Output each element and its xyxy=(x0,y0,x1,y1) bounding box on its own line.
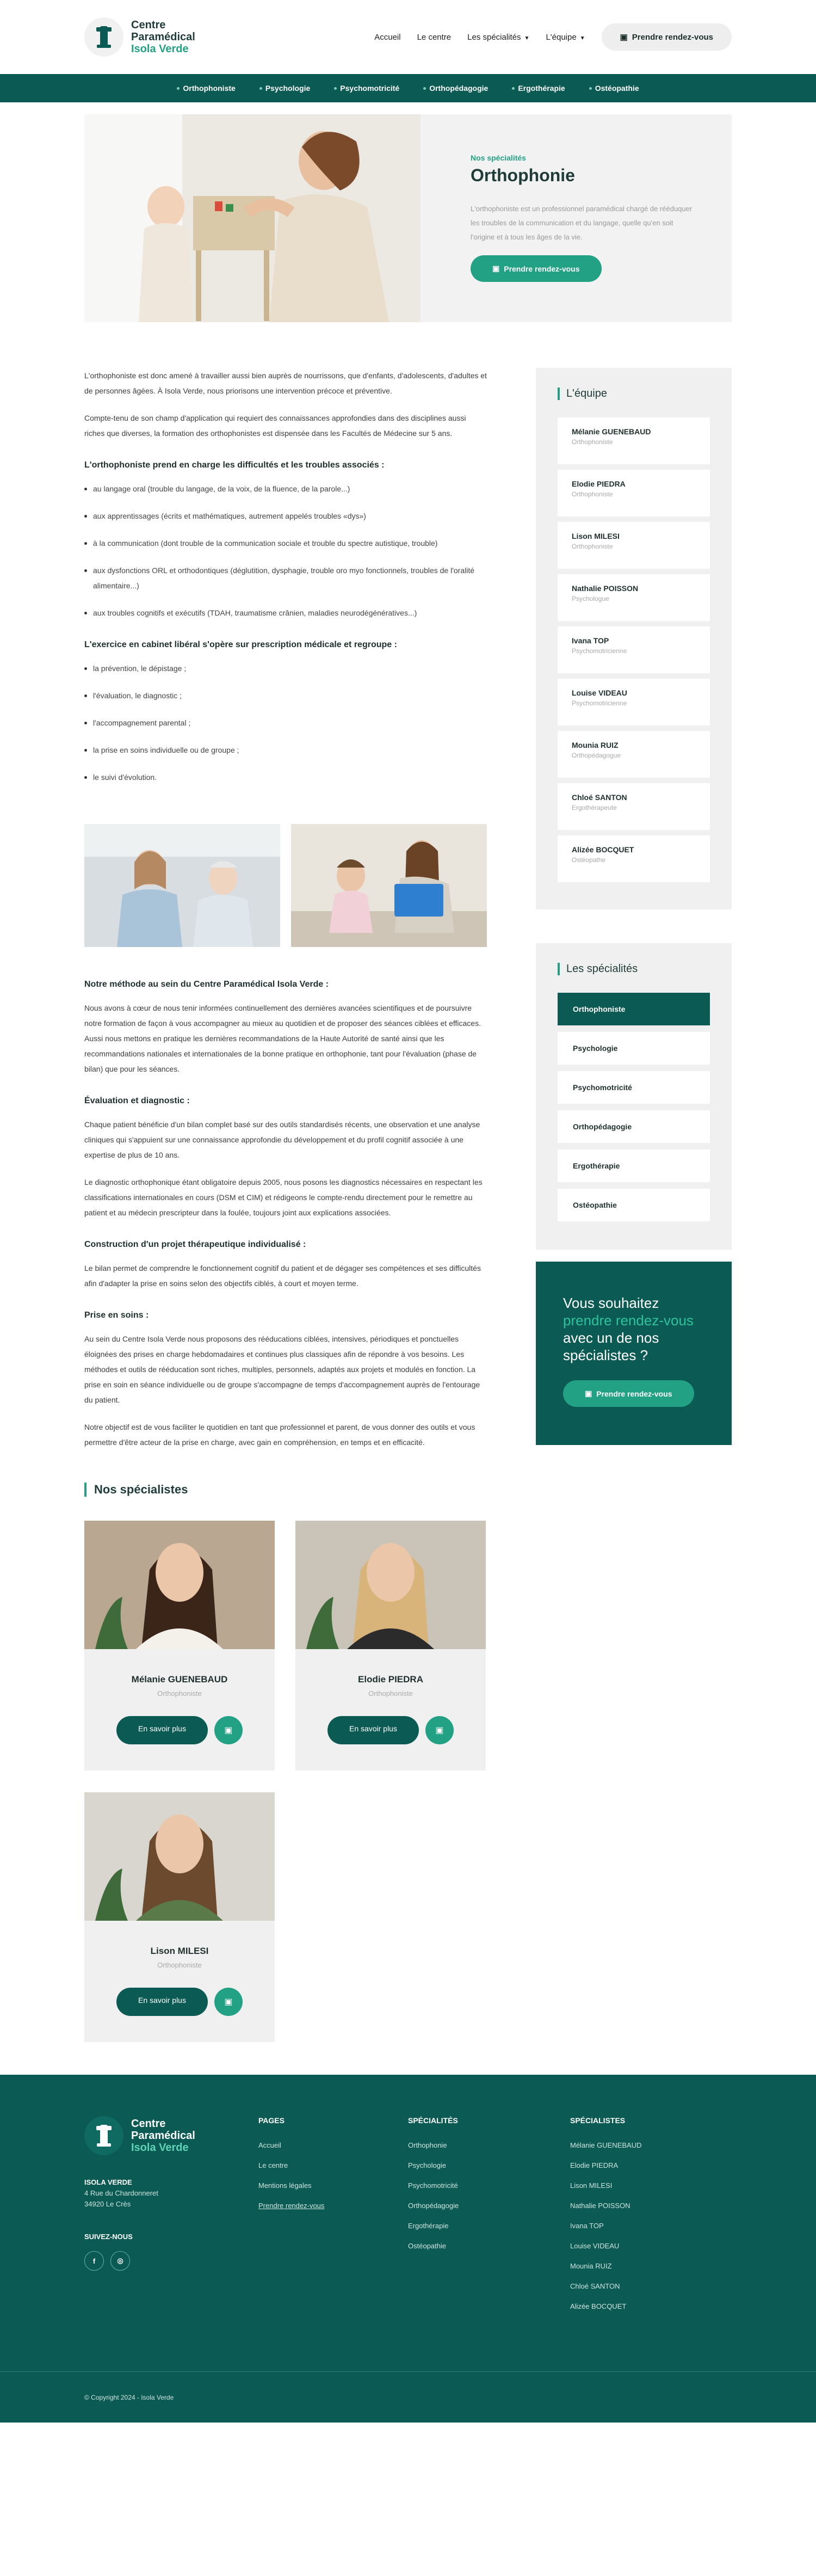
cta-line: spécialistes ? xyxy=(563,1347,648,1363)
section-heading: Prise en soins : xyxy=(84,1311,149,1320)
learn-more-button[interactable]: En savoir plus xyxy=(116,1716,208,1744)
logo-icon xyxy=(84,17,123,57)
footer-team-column xyxy=(570,2116,642,2322)
specialists-title: Nos spécialistes xyxy=(84,1483,487,1497)
nav-specialites[interactable] xyxy=(467,33,529,42)
hero-image xyxy=(84,114,421,322)
footer-column-title: PAGES xyxy=(258,2116,285,2125)
logo-line-1: Centre xyxy=(131,19,166,31)
paragraph: Chaque patient bénéficie d'un bilan complet basé sur des outils standardisés récents, une observation et une analyse cliniques qui s'appuient sur une connaissance approfondie du développement et du profil cognitif associée à une expertise de plus de 10 ans. xyxy=(84,1120,480,1159)
team-member-card[interactable] xyxy=(558,783,710,830)
hero-description: L'orthophoniste est un professionnel paramédical chargé de rééduquer les troubles de la communication et du langage, quelle qu'en soit l'origine et à tous les âges de la vie. xyxy=(471,205,693,241)
specialist-name: Lison MILESI xyxy=(150,1946,209,1956)
specialist-info xyxy=(295,1649,486,1770)
footer-logo-text xyxy=(131,2118,195,2154)
hero-illustration xyxy=(84,114,421,322)
logo-line-3: Isola Verde xyxy=(131,2142,189,2154)
calendar-icon: ▣ xyxy=(224,1726,233,1735)
footer-column-title: SPÉCIALITÉS xyxy=(408,2116,458,2125)
nav-equipe-label: L'équipe xyxy=(546,32,577,42)
specialist-actions xyxy=(295,1716,486,1744)
bullet-icon xyxy=(177,87,180,90)
footer-team-link[interactable]: Elodie PIEDRA xyxy=(570,2161,619,2169)
specialties-title: Les spécialités xyxy=(558,963,710,975)
appointment-cta-title xyxy=(563,1294,704,1364)
team-member-name: Elodie PIEDRA xyxy=(572,479,626,488)
footer-team-link[interactable]: Nathalie POISSON xyxy=(570,2202,630,2210)
list-item: la prise en soins individuelle ou de groupe ; xyxy=(84,742,487,758)
list-item: aux apprentissages (écrits et mathématiques, autrement appelés troubles «dys») xyxy=(84,508,487,524)
specialty-link[interactable]: Psychologie xyxy=(558,1032,710,1065)
learn-more-button[interactable]: En savoir plus xyxy=(327,1716,419,1744)
footer-page-link[interactable]: Prendre rendez-vous xyxy=(258,2202,325,2210)
list-item: la prévention, le dépistage ; xyxy=(84,661,487,676)
footer-page-link[interactable]: Accueil xyxy=(258,2141,281,2149)
site-footer xyxy=(0,2075,816,2423)
list-item: aux troubles cognitifs et exécutifs (TDAH, traumatisme crânien, maladies neurodégénératives...) xyxy=(84,605,487,620)
logo-line-2: Paramédical xyxy=(131,2130,195,2142)
team-member-role: Psychologue xyxy=(572,595,609,602)
team-member-name: Alizée BOCQUET xyxy=(572,845,634,854)
subnav-item[interactable] xyxy=(334,84,399,93)
team-member-name: Mounia RUIZ xyxy=(572,741,619,749)
team-member-name: Ivana TOP xyxy=(572,636,609,645)
paragraph: Le bilan permet de comprendre le fonctionnement cognitif du patient et de dégager ses compétences et ses difficultés afin d'adapter la prise en soins selon des objectifs ciblés, à court et moyen terme. xyxy=(84,1264,481,1288)
specialist-card xyxy=(84,1521,275,1770)
team-member-role: Orthophoniste xyxy=(572,438,613,446)
learn-more-button[interactable]: En savoir plus xyxy=(116,1988,208,2016)
sidebar xyxy=(536,368,732,2042)
subnav-item[interactable] xyxy=(589,84,639,93)
hero-section xyxy=(84,114,732,322)
nav-centre[interactable]: Le centre xyxy=(417,32,452,42)
header-appointment-button[interactable] xyxy=(602,23,732,51)
footer-specialty-link[interactable]: Psychomotricité xyxy=(408,2181,458,2190)
team-member-role: Psychomotricienne xyxy=(572,699,627,707)
address-line: 34920 Le Crès xyxy=(84,2200,131,2208)
calendar-icon: ▣ xyxy=(224,1997,233,2007)
team-member-role: Orthopédagogue xyxy=(572,752,621,759)
hero-eyebrow: Nos spécialités xyxy=(471,153,526,162)
site-header xyxy=(0,0,816,74)
cta-line: Vous souhaitez xyxy=(563,1295,659,1311)
specialist-name: Mélanie GUENEBAUD xyxy=(131,1674,228,1684)
team-member-name: Chloé SANTON xyxy=(572,793,627,802)
team-member-card[interactable] xyxy=(558,626,710,673)
chevron-down-icon: ▼ xyxy=(524,35,530,41)
calendar-icon: ▣ xyxy=(620,33,628,42)
team-member-role: Orthophoniste xyxy=(572,490,613,498)
subnav-item[interactable] xyxy=(259,84,310,93)
footer-team-link[interactable]: Ivana TOP xyxy=(570,2222,604,2230)
sidebar-appointment-button[interactable] xyxy=(563,1380,694,1407)
page-title: Orthophonie xyxy=(471,165,575,185)
subnav-item-label: Psychomotricité xyxy=(340,84,400,93)
exercice-list xyxy=(84,661,487,785)
footer-team-link[interactable]: Alizée BOCQUET xyxy=(570,2302,627,2310)
logo-icon xyxy=(84,2116,123,2155)
team-member-card[interactable] xyxy=(558,679,710,726)
calendar-button[interactable] xyxy=(214,1988,243,2016)
specialty-link[interactable]: Psychomotricité xyxy=(558,1071,710,1104)
specialist-info xyxy=(84,1649,275,1770)
logo-line-1: Centre xyxy=(131,2118,166,2130)
list-item: au langage oral (trouble du langage, de la voix, de la fluence, de la parole...) xyxy=(84,481,487,496)
subnav-item-label: Orthopédagogie xyxy=(429,84,489,93)
specialist-photo xyxy=(84,1792,275,1921)
subnav-item-label: Ergothérapie xyxy=(518,84,565,93)
specialist-photo xyxy=(84,1521,275,1649)
subnav-item[interactable] xyxy=(177,84,235,93)
photo-child-reading xyxy=(291,824,487,947)
team-member-card[interactable] xyxy=(558,835,710,882)
calendar-button[interactable] xyxy=(425,1716,454,1744)
main-nav xyxy=(374,23,732,51)
bullet-icon xyxy=(334,87,337,90)
paragraph: Compte-tenu de son champ d'application qui requiert des connaissances approfondies dans des disciplines aussi riches que diverses, la formation des orthophonistes est dispensée dans les Facultés de Médecine sur 5 ans. xyxy=(84,414,466,438)
footer-page-link[interactable]: Mentions légales xyxy=(258,2181,312,2190)
cta-line-highlight: prendre rendez-vous xyxy=(563,1312,694,1329)
team-member-role: Ergothérapeute xyxy=(572,804,617,811)
specialist-actions xyxy=(84,1988,275,2016)
list-item: à la communication (dont trouble de la communication sociale et trouble du spectre autistique, trouble) xyxy=(84,536,487,551)
subnav-item[interactable] xyxy=(512,84,565,93)
team-member-role: Ostéopathe xyxy=(572,856,606,864)
list-item: aux dysfonctions ORL et orthodontiques (déglutition, dysphagie, trouble oro myo fonctionnels, troubles de l'oralité alimentaire...) xyxy=(84,563,487,593)
specialist-card xyxy=(295,1521,486,1770)
site-logo[interactable] xyxy=(84,17,195,57)
subnav-item-label: Orthophoniste xyxy=(183,84,236,93)
team-member-card[interactable] xyxy=(558,731,710,778)
team-member-name: Lison MILESI xyxy=(572,532,620,540)
specialties-box xyxy=(536,943,732,1250)
hero-appointment-button[interactable] xyxy=(471,255,602,282)
section-heading: Évaluation et diagnostic : xyxy=(84,1096,190,1105)
section-heading: Construction d'un projet thérapeutique individualisé : xyxy=(84,1240,306,1249)
footer-logo[interactable] xyxy=(84,2116,258,2155)
footer-team-link[interactable]: Mélanie GUENEBAUD xyxy=(570,2141,642,2149)
logo-line-2: Paramédical xyxy=(131,31,195,43)
main-content-area xyxy=(84,368,732,2042)
chevron-down-icon: ▼ xyxy=(579,35,585,41)
list-item: le suivi d'évolution. xyxy=(84,770,487,785)
specialty-link[interactable]: Orthophoniste xyxy=(558,993,710,1025)
specialist-actions xyxy=(84,1716,275,1744)
hero-text xyxy=(421,114,725,322)
section-heading: L'orthophoniste prend en charge les difficultés et les troubles associés : xyxy=(84,460,385,470)
specialist-role: Orthophoniste xyxy=(157,1961,202,1969)
section-heading: Notre méthode au sein du Centre Paramédical Isola Verde : xyxy=(84,980,329,989)
subnav-item[interactable] xyxy=(423,84,488,93)
paragraph: Au sein du Centre Isola Verde nous proposons des rééducations ciblées, intensives, périodiques et ponctuelles éloignées des prises en charge hebdomadaires et continues plus classiques afin de répondre à vos besoins. Les méthodes et outils de rééducation sont riches, multiples, personnels, adaptés aux projets et modulés en fonction. La prise en soin en séance individuelle ou de groupe s'accompagne de temps d'accompagnement auprès de l'entourage du patient. xyxy=(84,1335,480,1404)
bullet-icon xyxy=(589,87,592,90)
calendar-button[interactable] xyxy=(214,1716,243,1744)
photo-gallery xyxy=(84,824,487,947)
address-line: 4 Rue du Chardonneret xyxy=(84,2189,158,2197)
appointment-cta-box xyxy=(536,1262,732,1445)
specialist-card xyxy=(84,1792,275,2042)
calendar-icon: ▣ xyxy=(492,264,500,273)
footer-team-link[interactable]: Louise VIDEAU xyxy=(570,2242,620,2250)
footer-specialty-link[interactable]: Orthopédagogie xyxy=(408,2202,459,2210)
sidebar-appointment-label: Prendre rendez-vous xyxy=(596,1389,672,1398)
address-title: ISOLA VERDE xyxy=(84,2178,132,2186)
footer-team-link[interactable]: Chloé SANTON xyxy=(570,2282,620,2290)
footer-team-link[interactable]: Lison MILESI xyxy=(570,2181,613,2190)
paragraph: Le diagnostic orthophonique étant obligatoire depuis 2005, nous posons les diagnostics nécessaires en respectant les classifications internationales en cours (DSM et CIM) et rédigeons le compte-rendu directement pour le remettre au patient et au médecin prescripteur dans la foulée, toujours joint aux explications associées. xyxy=(84,1178,483,1217)
footer-specialty-link[interactable]: Ostéopathie xyxy=(408,2242,447,2250)
logo-line-3: Isola Verde xyxy=(131,43,189,55)
team-member-name: Mélanie GUENEBAUD xyxy=(572,427,651,436)
specialty-link[interactable]: Ergothérapie xyxy=(558,1149,710,1182)
specialist-name: Elodie PIEDRA xyxy=(358,1674,423,1684)
nav-equipe[interactable] xyxy=(546,33,585,42)
team-member-name: Nathalie POISSON xyxy=(572,584,639,593)
logo-text xyxy=(131,19,195,55)
list-item: l'évaluation, le diagnostic ; xyxy=(84,688,487,703)
specialist-info xyxy=(84,1921,275,2042)
footer-team-link[interactable]: Mounia RUIZ xyxy=(570,2262,612,2270)
specialist-role: Orthophoniste xyxy=(368,1689,413,1698)
paragraph: Nous avons à cœur de nous tenir informées continuellement des dernières avancées scientifiques et de poursuivre notre formation de façon à vous accompagner au mieux au quotidien et de proposer des séances ciblées et efficaces. Aussi nous mettons en pratique les dernières recommandations de la Haute Autorité de santé ainsi que les recommandations nationales et internationales de la bonne pratique en orthophonie, tant pour l'évaluation (phase de bilan) que pour les séances. xyxy=(84,1004,481,1073)
footer-address xyxy=(84,2177,258,2210)
social-links xyxy=(84,2251,258,2271)
specialties-subnav xyxy=(0,74,816,102)
list-item: l'accompagnement parental ; xyxy=(84,715,487,730)
troubles-list xyxy=(84,481,487,620)
article-content xyxy=(84,368,487,2042)
subnav-item-label: Ostéopathie xyxy=(595,84,639,93)
footer-specialty-link[interactable]: Psychologie xyxy=(408,2161,447,2169)
specialty-link[interactable]: Ostéopathie xyxy=(558,1189,710,1221)
header-appointment-label: Prendre rendez-vous xyxy=(632,32,713,42)
instagram-icon[interactable]: ◎ xyxy=(110,2251,130,2271)
team-title: L'équipe xyxy=(558,388,710,400)
calendar-icon: ▣ xyxy=(585,1389,592,1398)
team-member-name: Louise VIDEAU xyxy=(572,688,627,697)
team-member-card[interactable] xyxy=(558,417,710,464)
footer-specialties-column xyxy=(408,2116,570,2322)
footer-brand-column xyxy=(84,2116,258,2322)
specialists-grid xyxy=(84,1521,487,2042)
section-heading: L'exercice en cabinet libéral s'opère sur prescription médicale et regroupe : xyxy=(84,640,397,649)
calendar-icon: ▣ xyxy=(435,1726,444,1735)
specialist-photo xyxy=(295,1521,486,1649)
bullet-icon xyxy=(512,87,515,90)
team-member-card[interactable] xyxy=(558,574,710,621)
cta-line: avec un de nos xyxy=(563,1330,659,1346)
bullet-icon xyxy=(259,87,262,90)
specialty-link[interactable]: Orthopédagogie xyxy=(558,1110,710,1143)
facebook-icon[interactable]: f xyxy=(84,2251,104,2271)
team-member-card[interactable] xyxy=(558,470,710,517)
subnav-item-label: Psychologie xyxy=(265,84,311,93)
copyright: © Copyright 2024 - Isola Verde xyxy=(84,2393,174,2401)
footer-bottom xyxy=(0,2371,816,2423)
footer-page-link[interactable]: Le centre xyxy=(258,2161,288,2169)
team-member-card[interactable] xyxy=(558,522,710,569)
team-box xyxy=(536,368,732,909)
nav-specialites-label: Les spécialités xyxy=(467,32,521,42)
paragraph: Notre objectif est de vous faciliter le quotidien en tant que professionnel et parent, de vous donner des outils et vous permettre d'être acteur de la prise en charge, avec gain en compréhension, en temps et en efficacité. xyxy=(84,1423,475,1447)
specialist-role: Orthophoniste xyxy=(157,1689,202,1698)
nav-home[interactable]: Accueil xyxy=(374,32,401,42)
photo-elderly-session xyxy=(84,824,280,947)
footer-pages-column xyxy=(258,2116,408,2322)
team-member-role: Orthophoniste xyxy=(572,543,613,550)
paragraph: L'orthophoniste est donc amené à travailler aussi bien auprès de nourrissons, que d'enfants, d'adolescents, d'adultes et de personnes âgées. À Isola Verde, nous priorisons une intervention précoce et préventive. xyxy=(84,371,487,395)
footer-specialty-link[interactable]: Ergothérapie xyxy=(408,2222,449,2230)
footer-specialty-link[interactable]: Orthophonie xyxy=(408,2141,447,2149)
hero-appointment-label: Prendre rendez-vous xyxy=(504,264,580,273)
team-member-role: Psychomotricienne xyxy=(572,647,627,655)
footer-column-title: SPÉCIALISTES xyxy=(570,2116,626,2125)
bullet-icon xyxy=(423,87,426,90)
follow-title: SUIVEZ-NOUS xyxy=(84,2233,133,2241)
